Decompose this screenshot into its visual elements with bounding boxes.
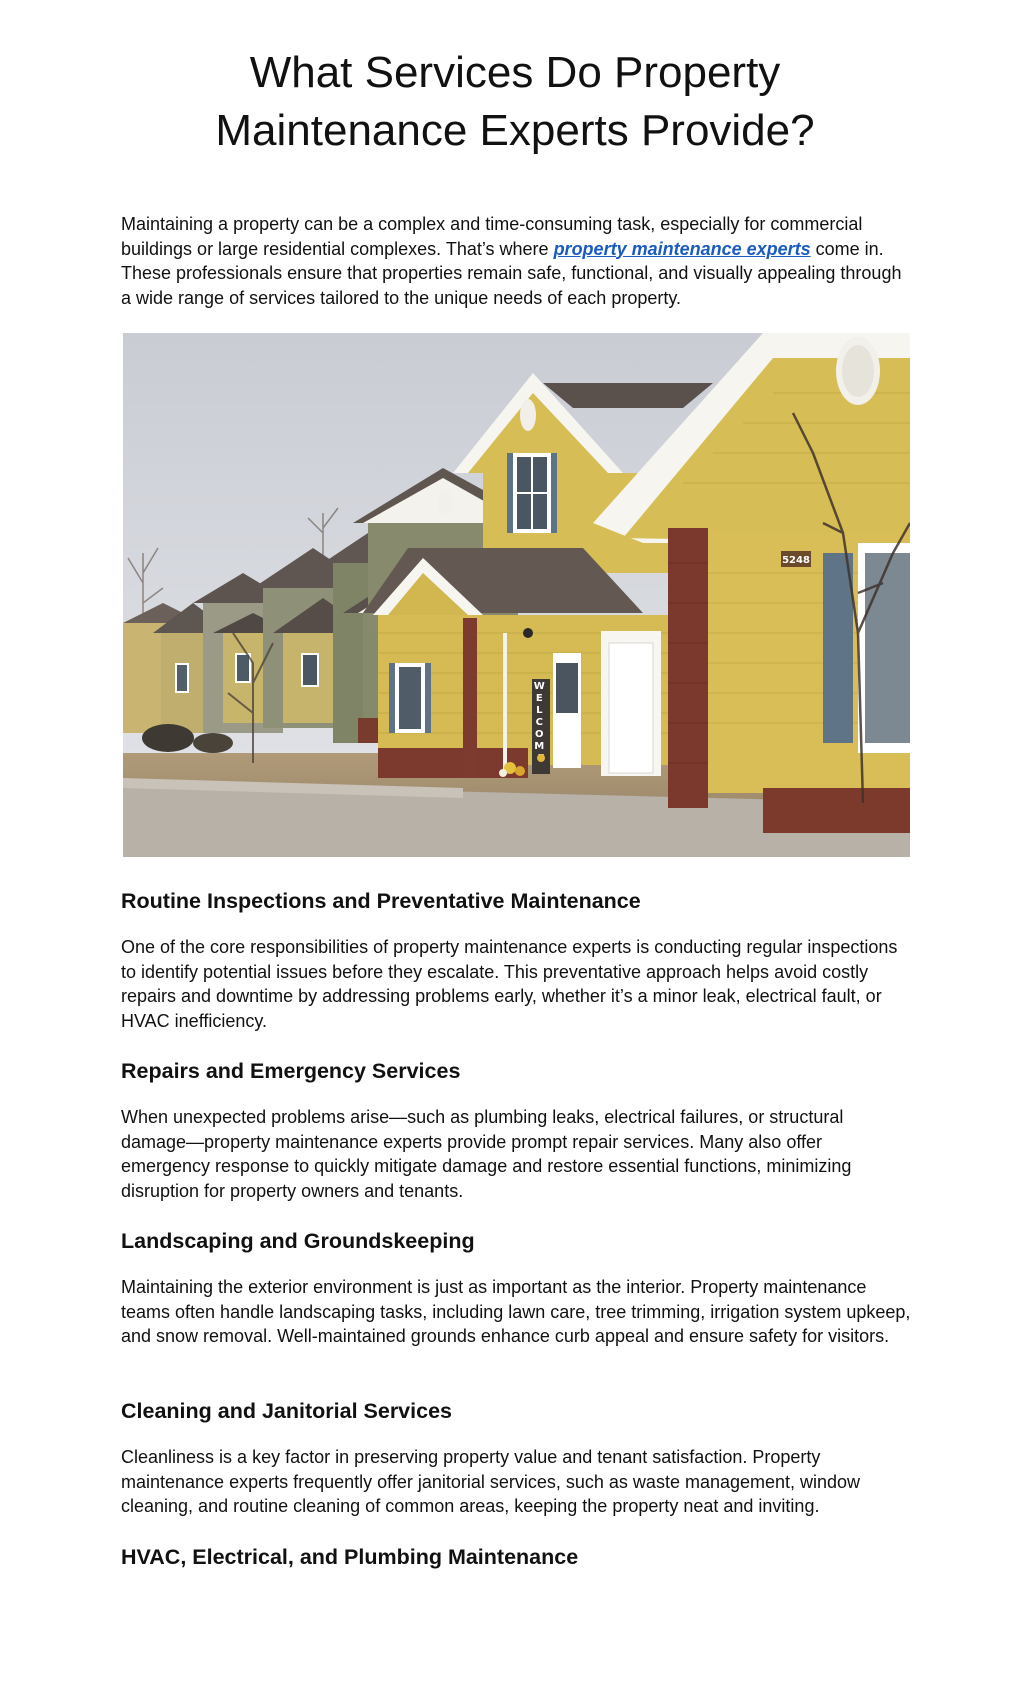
section-body-repairs-emergency: When unexpected problems arise—such as plumbing leaks, electrical failures, or structural damage—property maintenance experts provide prompt repair services. Many also offer emergency response to quickly mitigate damage and restore essential functions, minimizing disruption for property owners and tenants. bbox=[121, 1107, 852, 1201]
section-body-landscaping: Maintaining the exterior environment is just as important as the interior. Property maintenance teams often handle landscaping tasks, including lawn care, tree trimming, irrigation system upkeep, and snow removal. Well-maintained grounds enhance curb appeal and ensure safety for visitors. bbox=[121, 1277, 911, 1346]
section-heading-cleaning: Cleaning and Janitorial Services bbox=[121, 1399, 452, 1423]
section-body-routine-inspections: One of the core responsibilities of property maintenance experts is conducting regular inspections to identify potential issues before they escalate. This preventative approach helps avoid costly repairs and downtime by addressing problems early, whether it’s a minor leak, electrical fault, or HVAC inefficiency. bbox=[121, 937, 898, 1031]
section-heading-landscaping: Landscaping and Groundskeeping bbox=[121, 1229, 475, 1253]
intro-text-before-link: Maintaining a property can be a complex and time-consuming task, especially for commercial buildings or large residential complexes. That’s where bbox=[121, 214, 863, 259]
section-heading-repairs-emergency: Repairs and Emergency Services bbox=[121, 1059, 461, 1083]
section-heading-routine-inspections: Routine Inspections and Preventative Maintenance bbox=[121, 889, 641, 913]
intro-paragraph bbox=[121, 212, 911, 310]
page-title: What Services Do Property Maintenance Experts Provide? bbox=[215, 48, 815, 155]
house-number-text: 5248 bbox=[782, 555, 810, 566]
intro-text-after-link: come in. These professionals ensure that properties remain safe, functional, and visually appealing through a wide range of services tailored to the unique needs of each property. bbox=[121, 238, 902, 308]
property-maintenance-experts-link[interactable]: property maintenance experts bbox=[553, 238, 811, 259]
welcome-sign-text: W E L C O M bbox=[533, 681, 545, 752]
section-body-cleaning: Cleanliness is a key factor in preserving property value and tenant satisfaction. Property maintenance experts frequently offer janitorial services, such as waste management, window cleaning, and routine cleaning of common areas, keeping the property neat and inviting. bbox=[121, 1447, 861, 1516]
townhouses-photo bbox=[123, 333, 910, 857]
section-heading-hvac: HVAC, Electrical, and Plumbing Maintenance bbox=[121, 1545, 579, 1569]
